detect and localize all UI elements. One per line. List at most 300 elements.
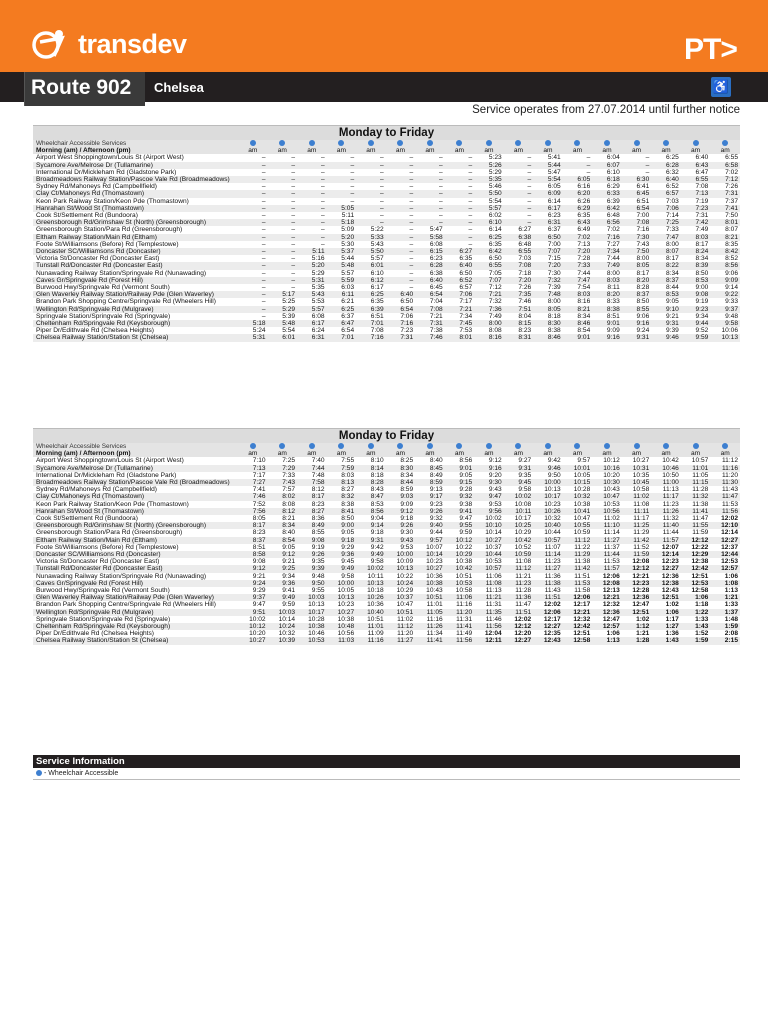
- time-cell: 8:21: [710, 234, 740, 241]
- time-cell: –: [238, 234, 268, 241]
- wheelchair-accessible-icon: [36, 770, 42, 776]
- stop-name: Brandon Park Shopping Centre/Springvale Rd (Wheelers Hill): [36, 601, 216, 609]
- time-cell: 5:16: [311, 255, 325, 263]
- time-cell: 11:26: [651, 508, 681, 515]
- time-cell: 9:58: [518, 486, 532, 494]
- time-cell: 9:57: [577, 457, 591, 465]
- time-cell: 12:02: [543, 601, 561, 609]
- time-cell: 7:51: [504, 306, 534, 313]
- time-cell: 6:35: [459, 255, 473, 263]
- time-cell: 6:50: [533, 234, 563, 241]
- time-cell: –: [439, 168, 443, 176]
- time-cell: 8:17: [297, 493, 327, 500]
- time-cell: 11:23: [544, 558, 561, 566]
- time-cell: 11:11: [622, 508, 652, 515]
- stop-name: International Dr/Mickleham Rd (Gladstone Park): [36, 471, 177, 479]
- time-cell: 9:05: [282, 543, 296, 551]
- time-cell: 6:45: [622, 190, 652, 197]
- time-cell: 10:06: [721, 327, 738, 335]
- time-cell: –: [320, 197, 325, 205]
- time-cell: 6:28: [415, 262, 445, 269]
- time-cell: 8:40: [429, 457, 443, 465]
- column-period: am: [415, 147, 445, 154]
- time-cell: 6:54: [386, 306, 416, 313]
- time-cell: 6:55: [681, 176, 711, 183]
- time-cell: 8:28: [636, 284, 650, 292]
- time-cell: 9:18: [400, 515, 414, 523]
- time-cell: –: [409, 284, 414, 292]
- route-title: Route 902: [31, 76, 132, 99]
- time-cell: –: [327, 190, 357, 197]
- wheelchair-accessible-icon: [634, 443, 640, 449]
- time-cell: 8:49: [297, 522, 327, 529]
- time-cell: 12:23: [622, 580, 652, 587]
- time-cell: 1:17: [665, 615, 679, 623]
- time-cell: –: [268, 219, 298, 226]
- wheelchair-cell: [710, 443, 740, 450]
- table-row: [33, 594, 740, 601]
- wheelchair-accessible-icon: [456, 443, 462, 449]
- time-cell: 11:12: [386, 623, 416, 630]
- timetable-morning: [33, 125, 740, 342]
- time-cell: 6:24: [311, 327, 325, 335]
- time-cell: 9:59: [459, 529, 473, 537]
- time-cell: 8:08: [488, 327, 502, 335]
- time-cell: –: [291, 212, 296, 220]
- time-cell: 12:53: [681, 580, 711, 587]
- time-cell: 7:07: [474, 277, 504, 284]
- wheelchair-cell: [474, 443, 504, 450]
- transdev-logo: [32, 26, 187, 62]
- time-cell: 1:43: [681, 623, 711, 630]
- time-cell: 10:29: [445, 551, 475, 558]
- stop-name: Burwood Hwy/Springvale Rd (Vermont South): [36, 284, 170, 292]
- time-cell: 6:18: [592, 176, 622, 183]
- time-cell: 11:58: [574, 587, 591, 595]
- time-cell: 10:57: [691, 457, 709, 465]
- time-cell: 5:54: [533, 176, 563, 183]
- time-cell: 6:28: [651, 162, 681, 169]
- time-cell: 9:44: [429, 529, 443, 537]
- time-cell: 11:42: [563, 565, 593, 572]
- time-cell: 10:38: [573, 500, 591, 508]
- time-cell: 5:59: [327, 277, 357, 284]
- time-cell: 6:23: [429, 255, 443, 263]
- time-cell: 8:08: [282, 500, 296, 508]
- time-cell: –: [445, 162, 475, 169]
- time-cell: 7:20: [563, 248, 593, 255]
- time-cell: 11:21: [474, 594, 504, 601]
- time-cell: 10:14: [485, 529, 502, 537]
- time-cell: 6:50: [459, 269, 473, 277]
- time-cell: 10:44: [474, 551, 504, 558]
- time-cell: 6:15: [415, 248, 445, 255]
- time-cell: 5:43: [370, 240, 384, 248]
- time-cell: 7:16: [636, 226, 650, 234]
- time-cell: 9:25: [268, 565, 298, 572]
- time-cell: –: [320, 212, 325, 220]
- time-cell: 10:53: [297, 637, 327, 644]
- time-cell: 9:45: [341, 558, 355, 566]
- time-cell: 11:25: [622, 522, 652, 529]
- time-cell: 10:56: [592, 508, 622, 515]
- table-row: [33, 306, 740, 313]
- time-cell: 11:41: [445, 623, 475, 630]
- time-cell: –: [350, 168, 355, 176]
- time-cell: 7:13: [238, 465, 268, 472]
- time-cell: 8:24: [681, 248, 711, 255]
- time-cell: 9:06: [725, 269, 738, 277]
- column-period: am: [651, 450, 681, 457]
- time-cell: 5:20: [297, 262, 327, 269]
- time-cell: –: [268, 205, 298, 212]
- time-cell: –: [356, 162, 386, 169]
- time-cell: –: [261, 183, 266, 191]
- time-cell: 10:36: [426, 572, 443, 580]
- time-cell: 11:55: [681, 522, 711, 529]
- time-cell: 9:41: [445, 508, 475, 515]
- time-cell: 12:36: [592, 609, 622, 616]
- time-cell: 9:13: [429, 486, 443, 494]
- time-cell: 8:02: [268, 493, 298, 500]
- time-cell: –: [386, 176, 416, 183]
- stop-name: Glen Waverley Railway Station/Railway Pde (Glen Waverley): [33, 594, 238, 601]
- time-cell: 9:32: [445, 493, 475, 500]
- time-cell: 10:18: [367, 587, 384, 595]
- time-cell: 8:25: [400, 457, 414, 465]
- table-row: [33, 327, 740, 334]
- time-cell: 10:42: [504, 537, 534, 544]
- stop-name: Sycamore Ave/Melrose Dr (Tullamarine): [33, 465, 238, 472]
- time-cell: 7:20: [504, 277, 534, 284]
- wheelchair-cell: [356, 140, 386, 147]
- time-cell: 9:05: [459, 471, 473, 479]
- time-cell: 8:00: [547, 298, 561, 306]
- time-cell: –: [386, 248, 416, 255]
- time-cell: 9:12: [386, 508, 416, 515]
- stop-name: Eltham Railway Station/Main Rd (Eltham): [33, 537, 238, 544]
- time-cell: 6:35: [577, 212, 591, 220]
- time-cell: 10:42: [445, 565, 475, 572]
- column-period: am: [533, 147, 563, 154]
- stop-name: International Dr/Mickleham Rd (Gladstone Park): [36, 168, 177, 176]
- time-cell: 9:18: [370, 529, 384, 537]
- table-row: [33, 255, 740, 262]
- time-cell: 5:09: [341, 226, 355, 234]
- time-cell: 6:14: [547, 197, 561, 205]
- time-cell: 10:00: [533, 479, 563, 486]
- service-info-legend: [33, 768, 740, 780]
- wheelchair-accessible-icon: [338, 443, 344, 449]
- time-cell: 7:52: [252, 500, 266, 508]
- time-cell: 7:48: [311, 471, 325, 479]
- time-cell: 7:27: [238, 479, 268, 486]
- time-cell: –: [445, 190, 475, 197]
- table-row: [33, 580, 740, 587]
- time-cell: 8:34: [268, 522, 298, 529]
- time-cell: 7:13: [681, 190, 711, 197]
- time-cell: –: [238, 190, 268, 197]
- time-cell: 8:21: [282, 515, 296, 523]
- time-cell: 7:35: [504, 291, 534, 298]
- time-cell: 10:15: [563, 479, 593, 486]
- time-cell: 10:55: [563, 522, 593, 529]
- time-cell: 7:29: [268, 465, 298, 472]
- time-cell: 10:32: [544, 515, 561, 523]
- time-cell: 6:39: [606, 197, 620, 205]
- time-cell: 11:08: [633, 500, 650, 508]
- wheelchair-accessible-icon: [604, 443, 610, 449]
- time-cell: 10:53: [485, 558, 502, 566]
- time-cell: 9:39: [297, 565, 327, 572]
- time-cell: 10:26: [356, 594, 386, 601]
- time-cell: 6:04: [606, 154, 620, 162]
- time-cell: 12:27: [651, 565, 681, 572]
- time-cell: 11:51: [504, 609, 534, 616]
- time-cell: 7:43: [636, 240, 650, 248]
- time-cell: 8:51: [606, 312, 620, 320]
- time-cell: 11:07: [544, 543, 561, 551]
- time-cell: 8:07: [725, 226, 738, 234]
- time-cell: 5:31: [238, 334, 268, 341]
- time-cell: 10:28: [573, 486, 591, 494]
- table-row: [33, 587, 740, 594]
- table-row: [33, 291, 740, 298]
- time-cell: 8:55: [311, 529, 325, 537]
- time-cell: 6:47: [327, 320, 357, 327]
- time-cell: 11:01: [426, 601, 443, 609]
- time-cell: 10:12: [603, 457, 620, 465]
- time-cell: 12:57: [710, 565, 740, 572]
- time-cell: 1:08: [710, 580, 740, 587]
- wheelchair-cell: [415, 443, 445, 450]
- time-cell: 12:14: [651, 551, 681, 558]
- time-cell: 7:02: [725, 168, 738, 176]
- time-cell: 8:03: [592, 277, 622, 284]
- time-cell: 5:53: [311, 298, 325, 306]
- time-cell: 11:20: [445, 609, 475, 616]
- time-cell: 6:57: [459, 284, 473, 292]
- time-cell: –: [261, 212, 266, 220]
- time-cell: 5:37: [327, 248, 357, 255]
- stop-name: Airport West Shoppingtown/Louis St (Airport West): [36, 457, 184, 465]
- table-row: [33, 637, 740, 644]
- time-cell: –: [291, 255, 296, 263]
- time-cell: 10:51: [367, 615, 384, 623]
- time-cell: 7:46: [518, 298, 532, 306]
- time-cell: 11:40: [651, 522, 681, 529]
- time-cell: 11:32: [681, 493, 711, 500]
- time-cell: 9:42: [370, 543, 384, 551]
- time-cell: 12:47: [602, 615, 620, 623]
- time-cell: 7:21: [445, 306, 475, 313]
- table-row: [33, 190, 740, 197]
- header-bar: [0, 0, 768, 72]
- wheelchair-accessible-icon: [515, 140, 521, 146]
- wheelchair-accessible-icon: [693, 140, 699, 146]
- time-cell: –: [261, 312, 266, 320]
- time-cell: 9:30: [400, 529, 414, 537]
- time-cell: 8:33: [606, 298, 620, 306]
- stop-name: Cook St/Settlement Rd (Bundoora): [36, 515, 138, 523]
- time-cell: 10:05: [573, 471, 591, 479]
- time-cell: 11:12: [504, 565, 534, 572]
- time-cell: 6:10: [370, 269, 384, 277]
- header-row-wheelchair: [33, 443, 740, 450]
- time-cell: 8:43: [370, 486, 384, 494]
- time-cell: –: [291, 269, 296, 277]
- table-row: [33, 479, 740, 486]
- time-cell: 7:26: [725, 183, 738, 191]
- time-cell: 9:52: [695, 327, 709, 335]
- time-cell: 7:55: [341, 457, 355, 465]
- time-cell: 10:00: [327, 580, 357, 587]
- time-cell: 9:03: [386, 493, 416, 500]
- wheelchair-cell: [622, 140, 652, 147]
- period-label: Morning (am) / Afternoon (pm): [33, 147, 238, 154]
- time-cell: 7:05: [488, 269, 502, 277]
- timetable-midday: [33, 428, 740, 645]
- wheelchair-accessible-icon: [722, 443, 728, 449]
- time-cell: 5:46: [488, 183, 502, 191]
- time-cell: 6:11: [327, 291, 357, 298]
- time-cell: 10:13: [710, 334, 740, 341]
- wheelchair-accessible-icon: [663, 140, 669, 146]
- time-cell: –: [527, 154, 532, 162]
- time-cell: 9:26: [386, 522, 416, 529]
- table-row: [33, 334, 740, 341]
- time-cell: 7:08: [370, 327, 384, 335]
- table-row: [33, 493, 740, 500]
- time-cell: –: [297, 176, 327, 183]
- time-cell: –: [439, 154, 443, 162]
- time-cell: 10:51: [455, 572, 473, 580]
- time-cell: –: [291, 168, 296, 176]
- time-cell: 12:07: [661, 543, 679, 551]
- table-row: [33, 320, 740, 327]
- time-cell: –: [386, 162, 416, 169]
- time-cell: 8:00: [665, 240, 679, 248]
- time-cell: 8:00: [474, 320, 504, 327]
- time-cell: 11:53: [603, 558, 620, 566]
- time-cell: 7:28: [577, 255, 591, 263]
- time-cell: 10:27: [415, 565, 445, 572]
- time-cell: 10:32: [278, 630, 296, 638]
- table-row: [33, 515, 740, 522]
- column-period: am: [533, 450, 563, 457]
- table-row: [33, 262, 740, 269]
- time-cell: 12:36: [661, 572, 679, 580]
- wheelchair-accessible-icon: [309, 443, 315, 449]
- time-cell: 9:33: [725, 298, 738, 306]
- wheelchair-accessible-icon: [574, 443, 580, 449]
- time-cell: 1:37: [710, 609, 740, 616]
- time-cell: 10:43: [426, 587, 443, 595]
- time-cell: –: [291, 154, 296, 162]
- column-period: am: [415, 450, 445, 457]
- time-cell: 12:51: [691, 572, 709, 580]
- time-cell: –: [409, 269, 414, 277]
- stop-name: Victoria St/Doncaster Rd (Doncaster East): [36, 558, 160, 566]
- time-cell: –: [468, 212, 473, 220]
- column-period: am: [504, 147, 534, 154]
- table-row: [33, 465, 740, 472]
- time-cell: 9:42: [547, 457, 561, 465]
- time-cell: 7:00: [547, 240, 561, 248]
- time-cell: 11:32: [662, 515, 679, 523]
- column-period: am: [356, 147, 386, 154]
- time-cell: 10:58: [632, 486, 650, 494]
- time-cell: 7:32: [488, 298, 502, 306]
- time-cell: 12:17: [573, 601, 591, 609]
- time-cell: 10:25: [504, 522, 534, 529]
- time-cell: 12:37: [721, 543, 738, 551]
- stop-name: Tunstall Rd/Doncaster Rd (Doncaster East): [33, 565, 238, 572]
- time-cell: 12:12: [504, 623, 534, 630]
- time-cell: 8:11: [607, 284, 620, 292]
- time-cell: 7:23: [681, 205, 711, 212]
- time-cell: –: [320, 226, 325, 234]
- day-label: Monday to Friday: [33, 428, 740, 443]
- timetable: [33, 443, 740, 645]
- stop-name: Greensborough Station/Para Rd (Greensborough): [36, 226, 183, 234]
- time-cell: 12:42: [681, 565, 711, 572]
- wheelchair-cell: [356, 443, 386, 450]
- time-cell: 6:09: [533, 190, 563, 197]
- time-cell: 1:06: [606, 630, 620, 638]
- time-cell: 10:57: [474, 565, 504, 572]
- column-period: am: [592, 450, 622, 457]
- time-cell: 9:19: [311, 543, 325, 551]
- time-cell: 9:45: [504, 479, 534, 486]
- time-cell: 10:40: [533, 522, 563, 529]
- time-cell: 9:22: [710, 291, 740, 298]
- time-cell: 9:12: [238, 565, 268, 572]
- wheelchair-cell: [268, 443, 298, 450]
- time-cell: –: [468, 197, 473, 205]
- time-cell: 10:13: [308, 601, 325, 609]
- wheelchair-accessible-icon: [456, 140, 462, 146]
- time-cell: 7:03: [518, 255, 532, 263]
- time-cell: –: [586, 168, 591, 176]
- time-cell: 10:38: [297, 623, 327, 630]
- time-cell: 12:32: [602, 601, 620, 609]
- time-cell: 12:10: [710, 522, 740, 529]
- time-cell: 1:52: [695, 630, 709, 638]
- time-cell: 7:17: [252, 471, 266, 479]
- wheelchair-cell: [681, 140, 711, 147]
- time-cell: 9:09: [710, 277, 740, 284]
- time-cell: 11:03: [327, 637, 357, 644]
- time-cell: 8:38: [341, 500, 355, 508]
- time-cell: 7:20: [533, 262, 563, 269]
- time-cell: 9:20: [488, 471, 502, 479]
- time-cell: 9:00: [695, 284, 709, 292]
- time-cell: 10:02: [249, 615, 266, 623]
- time-cell: 11:27: [592, 537, 622, 544]
- time-cell: 9:08: [681, 291, 711, 298]
- time-cell: 11:01: [681, 465, 711, 472]
- time-cell: –: [415, 205, 445, 212]
- time-cell: 8:56: [356, 508, 386, 515]
- stop-name: Greensborough Rd/Grimshaw St (North) (Greensborough): [33, 219, 238, 226]
- column-period: am: [504, 450, 534, 457]
- time-cell: 7:56: [238, 508, 268, 515]
- time-cell: 8:46: [533, 334, 563, 341]
- table-row: [33, 537, 740, 544]
- time-cell: 9:55: [445, 522, 475, 529]
- time-cell: 7:49: [695, 226, 709, 234]
